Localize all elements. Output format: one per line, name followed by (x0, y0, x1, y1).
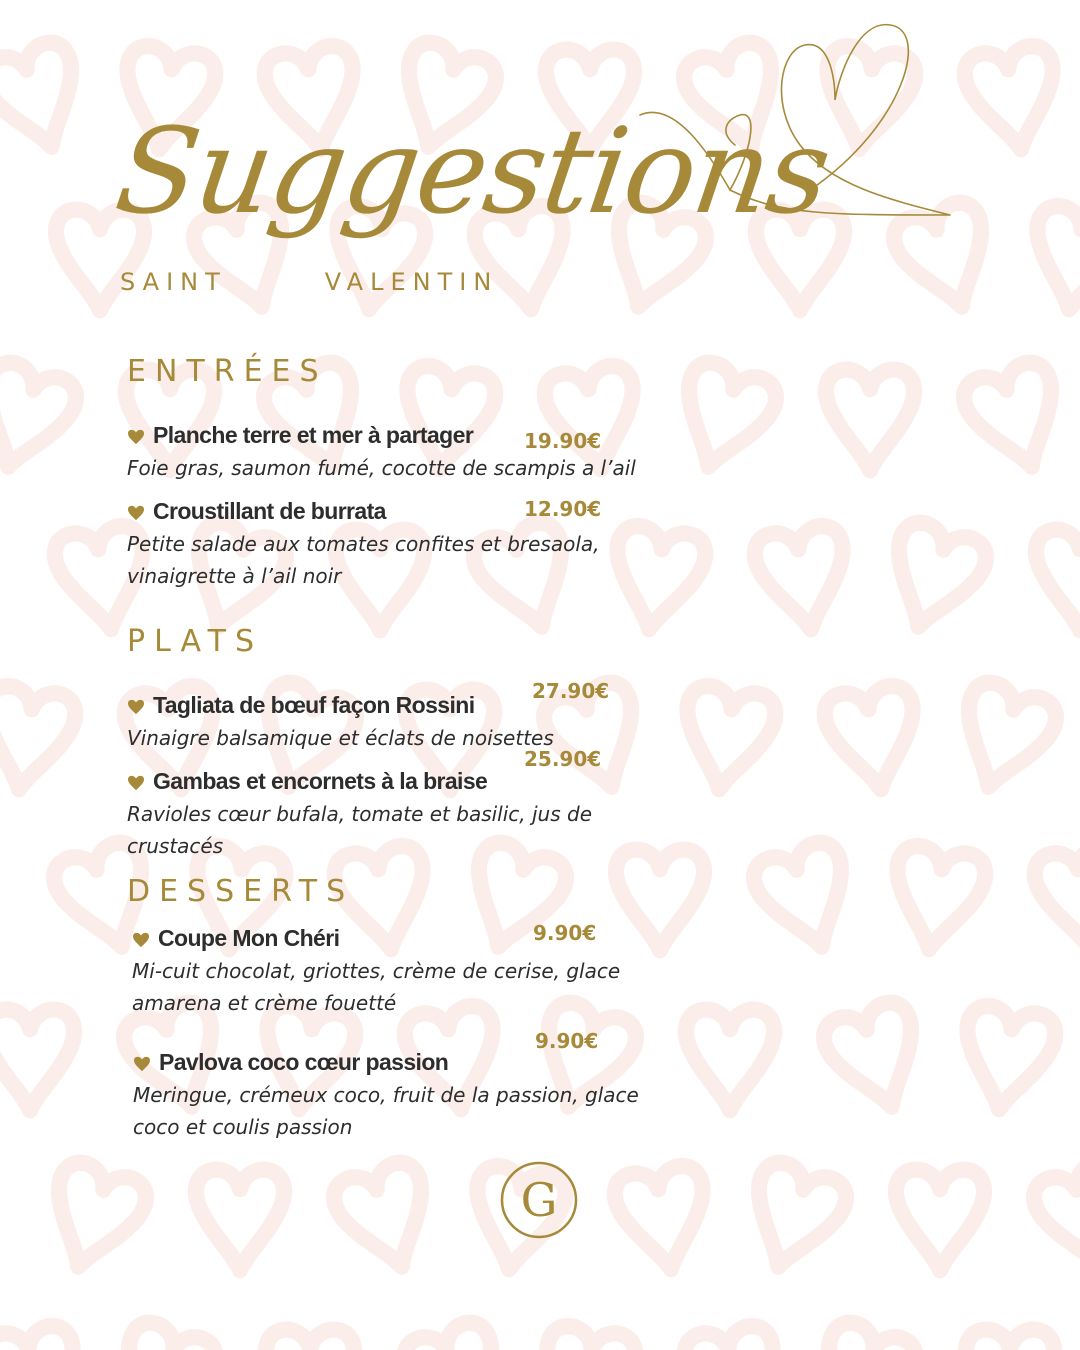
background-heart (822, 683, 925, 796)
background-heart (36, 1158, 151, 1281)
background-heart (1032, 843, 1080, 956)
item-description: Petite salade aux tomates confites et bresaola, vinaigrette à l’ail noir (127, 532, 600, 588)
item-price: 12.90€ (524, 497, 602, 521)
background-heart (106, 1318, 221, 1350)
item-description: Ravioles cœur bufala, tomate et basilic, jus de crustacés (127, 802, 593, 858)
background-heart (0, 1323, 84, 1350)
section-entrees (127, 354, 636, 606)
background-heart (896, 1170, 984, 1271)
item-price: 9.90€ (533, 921, 597, 945)
background-heart (749, 838, 864, 961)
subtitle-saint: SAINT (120, 268, 227, 296)
background-heart (0, 358, 81, 481)
background-heart (736, 1158, 851, 1281)
section-title: PLATS (127, 624, 264, 659)
logo-letter: G (520, 1173, 558, 1227)
background-heart (329, 1158, 444, 1281)
item-name: Tagliata de bœuf façon Rossini (153, 692, 475, 718)
background-heart (826, 370, 914, 471)
background-heart (819, 998, 934, 1121)
background-heart (876, 518, 991, 641)
section-plats (127, 624, 610, 876)
background-heart (0, 38, 94, 161)
background-heart (806, 1318, 921, 1350)
background-heart (399, 1318, 514, 1350)
background-heart (666, 358, 781, 481)
section-title: DESSERTS (127, 874, 355, 909)
background-heart (752, 523, 855, 636)
background-heart (962, 43, 1065, 156)
background-heart (946, 678, 1061, 801)
heart-icon (133, 1056, 151, 1072)
menu-item (127, 422, 636, 484)
item-price: 27.90€ (532, 679, 610, 703)
menu-item (127, 679, 610, 754)
item-name: Gambas et encornets à la braise (153, 768, 488, 794)
heart-icon (127, 429, 145, 445)
item-price: 25.90€ (524, 747, 602, 771)
section-desserts (127, 874, 639, 1157)
restaurant-logo (499, 1160, 579, 1240)
item-price: 9.90€ (535, 1029, 599, 1053)
page-title: Suggestions (108, 102, 837, 240)
background-heart (966, 1330, 1054, 1350)
heart-icon (127, 699, 145, 715)
background-heart (0, 683, 78, 796)
heart-icon (127, 775, 145, 791)
background-heart (612, 1163, 715, 1276)
background-heart (1026, 203, 1080, 316)
item-name: Coupe Mon Chéri (158, 925, 340, 951)
heart-icon (127, 505, 145, 521)
item-description: Mi-cuit chocolat, griottes, crème de cerise, glace amarena et crème fouetté (132, 959, 621, 1015)
background-heart (1036, 530, 1080, 631)
item-name: Croustillant de burrata (153, 498, 386, 524)
menu-item (127, 498, 636, 592)
background-heart (686, 1010, 774, 1111)
background-heart (959, 358, 1074, 481)
background-heart (886, 843, 989, 956)
item-name: Planche terre et mer à partager (153, 422, 474, 448)
item-price: 19.90€ (524, 429, 602, 453)
item-description: Vinaigre balsamique et éclats de noisettes (127, 726, 554, 750)
background-heart (536, 1323, 639, 1350)
background-heart (196, 1170, 284, 1271)
item-description: Meringue, crémeux coco, fruit de la passion, glace coco et coulis passion (133, 1083, 639, 1139)
menu-item (133, 1029, 639, 1143)
subtitle-valentin: VALENTIN (324, 268, 499, 296)
background-heart (1029, 1158, 1080, 1281)
section-title: ENTRÉES (127, 354, 328, 389)
background-heart (0, 1010, 74, 1111)
background-heart (682, 1323, 785, 1350)
heart-icon (132, 932, 150, 948)
page-subtitle (120, 268, 498, 296)
menu-item (132, 921, 639, 1019)
item-description: Foie gras, saumon fumé, cocotte de scampis a l’ail (127, 456, 636, 480)
menu-item (127, 747, 602, 862)
background-heart (266, 1330, 354, 1350)
item-name: Pavlova coco cœur passion (159, 1049, 449, 1075)
background-heart (956, 1003, 1059, 1116)
background-heart (676, 683, 779, 796)
